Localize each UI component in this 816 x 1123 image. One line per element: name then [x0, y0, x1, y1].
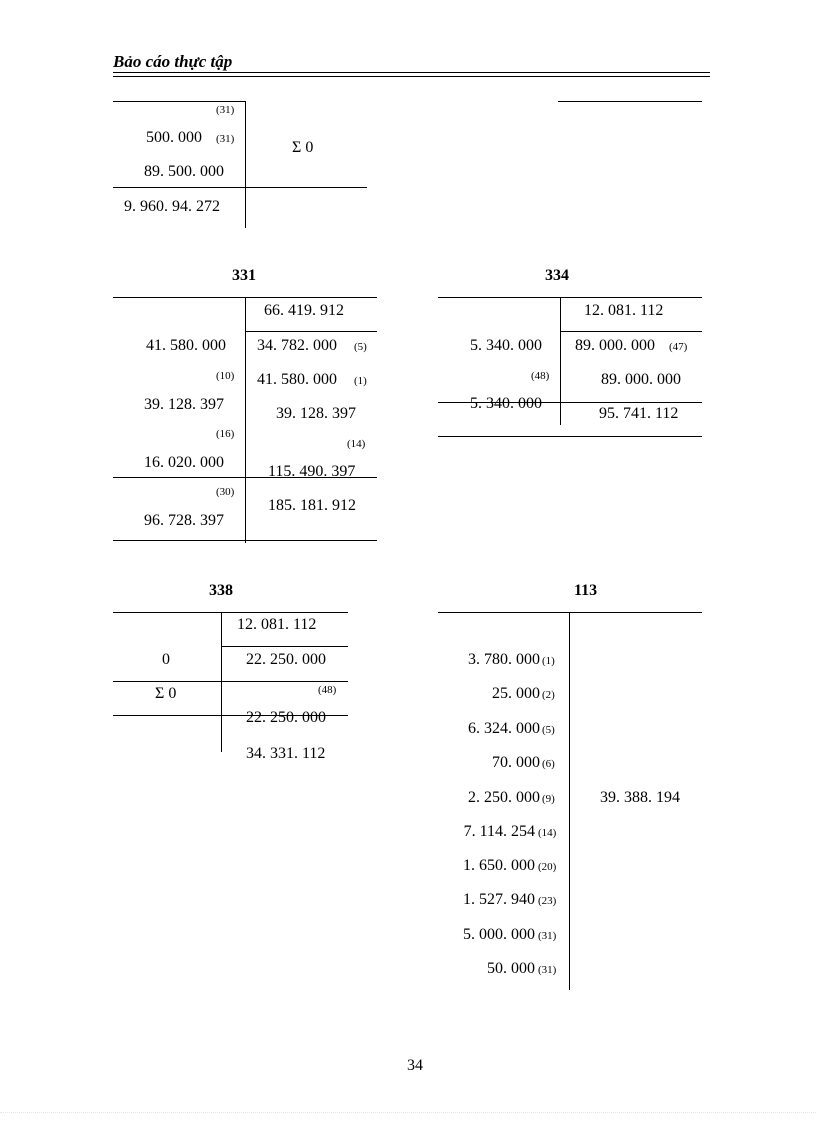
credit-amount: 39. 128. 397 — [276, 405, 356, 422]
ref-label: (48) — [318, 684, 337, 696]
debit-amount: 5. 340. 000 — [470, 337, 542, 354]
report-title: Bảo cáo thực tập — [113, 52, 233, 71]
credit-total: 115. 490. 397 — [268, 463, 356, 480]
debit-balance: 9. 960. 94. 272 — [124, 198, 220, 215]
debit-total: 5. 340. 000 — [470, 395, 542, 412]
ref-label: (47) — [669, 341, 688, 353]
ref-label: (1) — [542, 655, 555, 667]
ref-label: (14) — [538, 827, 557, 839]
debit-amount: 39. 128. 397 — [144, 396, 224, 413]
ref-label: (5) — [542, 724, 555, 736]
ref-label: (31) — [538, 964, 557, 976]
page-edge — [0, 1112, 816, 1113]
debit-amount: 41. 580. 000 — [146, 337, 226, 354]
ref-label: (16) — [216, 428, 235, 440]
credit-opening: 66. 419. 912 — [264, 302, 344, 319]
credit-balance: 185. 181. 912 — [268, 497, 356, 514]
debit-amount: 3. 780. 000 — [468, 651, 540, 668]
credit-total: 89. 000. 000 — [601, 371, 681, 388]
debit-amount: 0 — [162, 651, 170, 668]
page-number: 34 — [407, 1057, 423, 1074]
debit-balance: 96. 728. 397 — [144, 512, 224, 529]
account-title: 338 — [209, 582, 233, 599]
account-title: 113 — [574, 582, 598, 599]
debit-sum: Σ 0 — [155, 685, 177, 702]
top-right-rule — [558, 101, 702, 102]
credit-total: 22. 250. 000 — [246, 709, 326, 726]
ref-label: (1) — [354, 375, 367, 387]
ref-label: (20) — [538, 861, 557, 873]
ref-label: (30) — [216, 486, 235, 498]
ref-label: (31) — [216, 104, 235, 116]
credit-amount: 41. 580. 000 — [257, 371, 337, 388]
debit-amount: 7. 114. 254 — [463, 823, 535, 840]
account-title: 331 — [232, 267, 256, 284]
ref-label: (31) — [216, 133, 235, 145]
credit-opening: 12. 081. 112 — [237, 616, 317, 633]
debit-amount: 16. 020. 000 — [144, 454, 224, 471]
header-rule-top — [113, 72, 710, 73]
ref-label: (5) — [354, 341, 367, 353]
debit-amount: 1. 527. 940 — [463, 891, 535, 908]
debit-amount: 5. 000. 000 — [463, 926, 535, 943]
credit-amount: 34. 782. 000 — [257, 337, 337, 354]
debit-amount: 2. 250. 000 — [468, 789, 540, 806]
debit-amount: 25. 000 — [492, 685, 540, 702]
ref-label: (14) — [347, 438, 366, 450]
ref-label: (9) — [542, 793, 555, 805]
credit-amount: 22. 250. 000 — [246, 651, 326, 668]
debit-amount: 70. 000 — [492, 754, 540, 771]
debit-amount: 50. 000 — [487, 960, 535, 977]
ref-label: (10) — [216, 370, 235, 382]
debit-amount: 1. 650. 000 — [463, 857, 535, 874]
debit-amount: 89. 500. 000 — [144, 163, 224, 180]
credit-balance: 34. 331. 112 — [246, 745, 326, 762]
header-rule-bottom — [113, 76, 710, 77]
credit-total: 39. 388. 194 — [600, 789, 680, 806]
ref-label: (23) — [538, 895, 557, 907]
credit-opening: 12. 081. 112 — [584, 302, 664, 319]
ref-label: (31) — [538, 930, 557, 942]
ref-label: (2) — [542, 689, 555, 701]
debit-amount: 6. 324. 000 — [468, 720, 540, 737]
ref-label: (6) — [542, 758, 555, 770]
debit-amount: 500. 000 — [146, 129, 202, 146]
credit-balance: 95. 741. 112 — [599, 405, 679, 422]
account-title: 334 — [545, 267, 569, 284]
credit-amount: 89. 000. 000 — [575, 337, 655, 354]
credit-sum: Σ 0 — [292, 139, 314, 156]
ref-label: (48) — [531, 370, 550, 382]
